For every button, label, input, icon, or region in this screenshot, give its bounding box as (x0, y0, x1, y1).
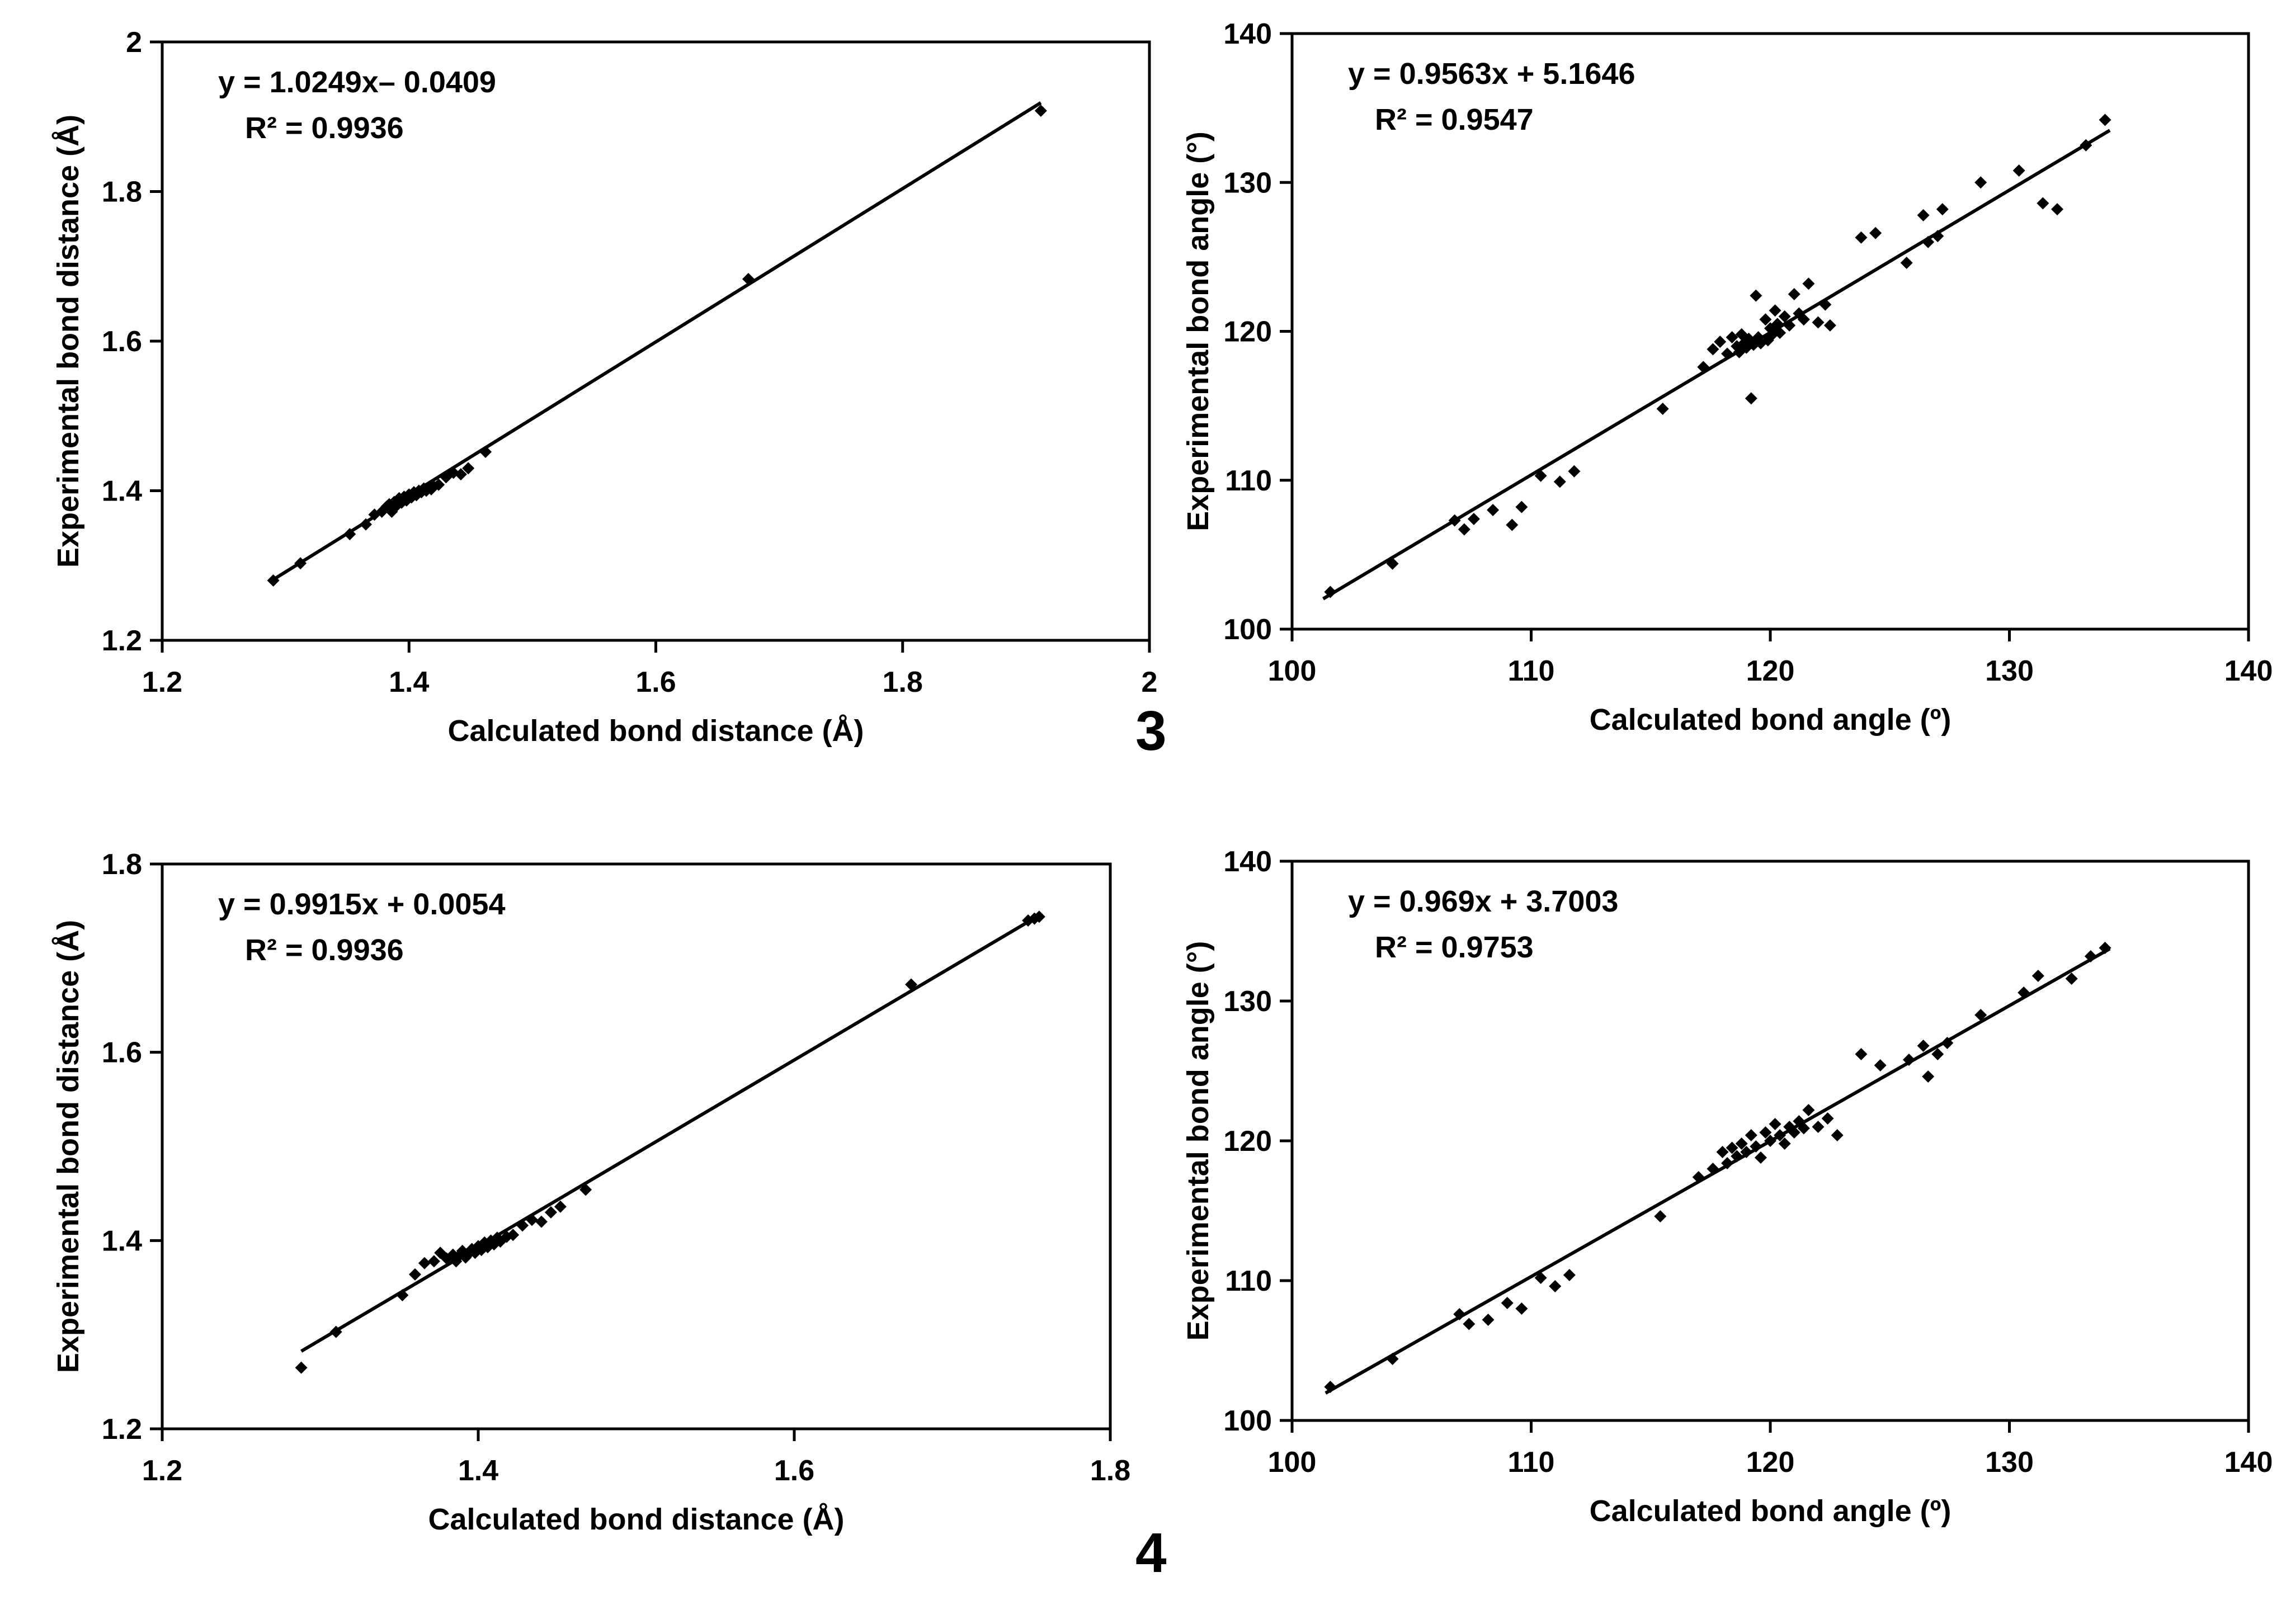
y-tick-label: 120 (1223, 315, 1272, 348)
data-point (1506, 519, 1518, 531)
equation-annotation: y = 1.0249x– 0.0409 (218, 65, 496, 99)
data-point (2037, 197, 2049, 210)
data-point (1458, 523, 1470, 536)
y-tick-label: 1.4 (101, 1225, 142, 1258)
data-point (1788, 288, 1800, 300)
data-point (535, 1216, 548, 1228)
data-point (1549, 1280, 1561, 1292)
plot-area-3 (0, 822, 1163, 1624)
x-tick-label: 1.6 (774, 1455, 815, 1487)
data-point (1745, 1129, 1757, 1141)
data-point (1824, 319, 1836, 332)
y-tick-label: 2 (126, 26, 142, 59)
x-axis-title: Calculated bond angle (º) (1589, 703, 1952, 737)
data-point (1501, 1297, 1514, 1309)
r-squared-annotation: R² = 0.9753 (1375, 931, 1534, 964)
data-point (295, 1362, 308, 1374)
chart-panel-4 (1169, 822, 2286, 1624)
data-point (1554, 475, 1566, 488)
x-tick-label: 120 (1746, 655, 1795, 687)
data-point (1822, 1112, 1834, 1125)
scatter-chart-3 (0, 822, 1163, 1624)
y-tick-label: 1.4 (101, 475, 142, 508)
scatter-chart-1 (0, 0, 1163, 800)
data-point (1750, 290, 1762, 302)
data-point (1855, 232, 1867, 244)
chart-panel-3 (0, 822, 1163, 1624)
x-tick-label: 1.2 (142, 1455, 183, 1487)
data-point (409, 1268, 421, 1281)
data-point (1463, 1318, 1475, 1330)
y-axis-title: Experimental bond distance (Å) (51, 919, 85, 1373)
plot-area-2 (1169, 0, 2286, 800)
x-axis-title: Calculated bond angle (º) (1589, 1494, 1952, 1528)
data-point (1769, 1118, 1781, 1130)
data-point (1657, 403, 1669, 415)
equation-annotation: y = 0.9915x + 0.0054 (218, 887, 506, 921)
y-tick-label: 100 (1223, 613, 1272, 646)
y-tick-label: 1.8 (101, 176, 142, 209)
x-tick-label: 140 (2224, 655, 2273, 687)
data-point (1819, 299, 1831, 311)
y-tick-label: 1.2 (101, 625, 142, 657)
r-squared-annotation: R² = 0.9547 (1375, 103, 1534, 136)
x-axis-title: Calculated bond distance (Å) (428, 1503, 845, 1536)
y-axis-title: Experimental bond angle (°) (1181, 941, 1215, 1341)
data-point (2099, 114, 2111, 126)
x-tick-label: 140 (2224, 1446, 2273, 1479)
data-point (1468, 513, 1480, 525)
x-tick-label: 1.6 (635, 666, 676, 698)
figure-label-3: 3 (1135, 700, 1167, 762)
y-axis-title: Experimental bond distance (Å) (51, 114, 85, 568)
plot-area-1 (0, 0, 1163, 800)
data-point (1515, 1302, 1528, 1315)
data-point (2051, 203, 2063, 215)
data-point (1563, 1269, 1576, 1281)
y-tick-label: 110 (1225, 464, 1272, 497)
x-tick-label: 1.8 (1090, 1455, 1131, 1487)
data-point (1515, 501, 1528, 513)
data-point (1769, 304, 1781, 317)
data-point (1802, 1104, 1814, 1116)
y-tick-label: 140 (1223, 18, 1272, 50)
y-tick-label: 110 (1225, 1265, 1272, 1297)
trend-line (1323, 130, 2110, 599)
chart-panel-1 (0, 0, 1163, 800)
data-point (2032, 970, 2044, 982)
x-tick-label: 1.2 (142, 666, 183, 698)
data-point (1693, 1171, 1705, 1183)
trend-line (301, 915, 1039, 1351)
data-point (1855, 1048, 1867, 1060)
data-point (428, 1255, 440, 1267)
y-tick-label: 130 (1223, 167, 1272, 200)
data-point (1922, 1070, 1934, 1083)
data-point (479, 446, 492, 458)
x-tick-label: 1.4 (458, 1455, 499, 1487)
x-tick-label: 100 (1267, 655, 1317, 687)
data-point (418, 1257, 431, 1269)
scatter-chart-4 (1169, 822, 2286, 1624)
chart-panel-2 (1169, 0, 2286, 800)
y-tick-label: 100 (1223, 1405, 1272, 1437)
equation-annotation: y = 0.969x + 3.7003 (1348, 885, 1619, 918)
data-point (1487, 504, 1499, 516)
x-tick-label: 130 (1985, 655, 2034, 687)
y-axis-title: Experimental bond angle (°) (1181, 131, 1215, 531)
x-tick-label: 1.4 (389, 666, 430, 698)
x-axis-title: Calculated bond distance (Å) (447, 714, 864, 748)
plot-area-4 (1169, 822, 2286, 1624)
trend-line (1326, 948, 2110, 1393)
y-tick-label: 1.8 (101, 848, 142, 881)
data-point (1802, 277, 1814, 290)
data-point (1568, 465, 1580, 478)
y-tick-label: 1.2 (101, 1413, 142, 1446)
y-tick-label: 130 (1223, 985, 1272, 1018)
data-point (1901, 257, 1913, 269)
data-point (1874, 1059, 1887, 1071)
data-point (1755, 1151, 1767, 1164)
r-squared-annotation: R² = 0.9936 (245, 111, 404, 145)
data-point (1482, 1314, 1495, 1326)
data-point (1869, 227, 1882, 239)
x-tick-label: 130 (1985, 1446, 2034, 1479)
x-tick-label: 2 (1141, 666, 1158, 698)
scatter-chart-2 (1169, 0, 2286, 800)
y-tick-label: 1.6 (101, 1036, 142, 1069)
x-tick-label: 110 (1507, 655, 1555, 687)
x-tick-label: 110 (1507, 1446, 1555, 1479)
data-point (2013, 164, 2025, 177)
data-point (1974, 176, 1987, 188)
data-point (1745, 392, 1757, 404)
y-tick-label: 1.6 (101, 325, 142, 358)
x-tick-label: 1.8 (882, 666, 923, 698)
y-tick-label: 140 (1223, 846, 1272, 878)
data-point (1721, 347, 1733, 360)
y-tick-label: 120 (1223, 1125, 1272, 1158)
figure-label-4: 4 (1135, 1522, 1167, 1584)
r-squared-annotation: R² = 0.9936 (245, 933, 404, 967)
data-point (1936, 203, 1949, 215)
data-point (1812, 317, 1825, 329)
data-point (1812, 1121, 1825, 1133)
data-point (1917, 209, 1930, 221)
x-tick-label: 120 (1746, 1446, 1795, 1479)
x-tick-label: 100 (1267, 1446, 1317, 1479)
equation-annotation: y = 0.9563x + 5.1646 (1348, 57, 1635, 91)
data-point (1831, 1129, 1844, 1141)
data-point (1654, 1210, 1666, 1222)
